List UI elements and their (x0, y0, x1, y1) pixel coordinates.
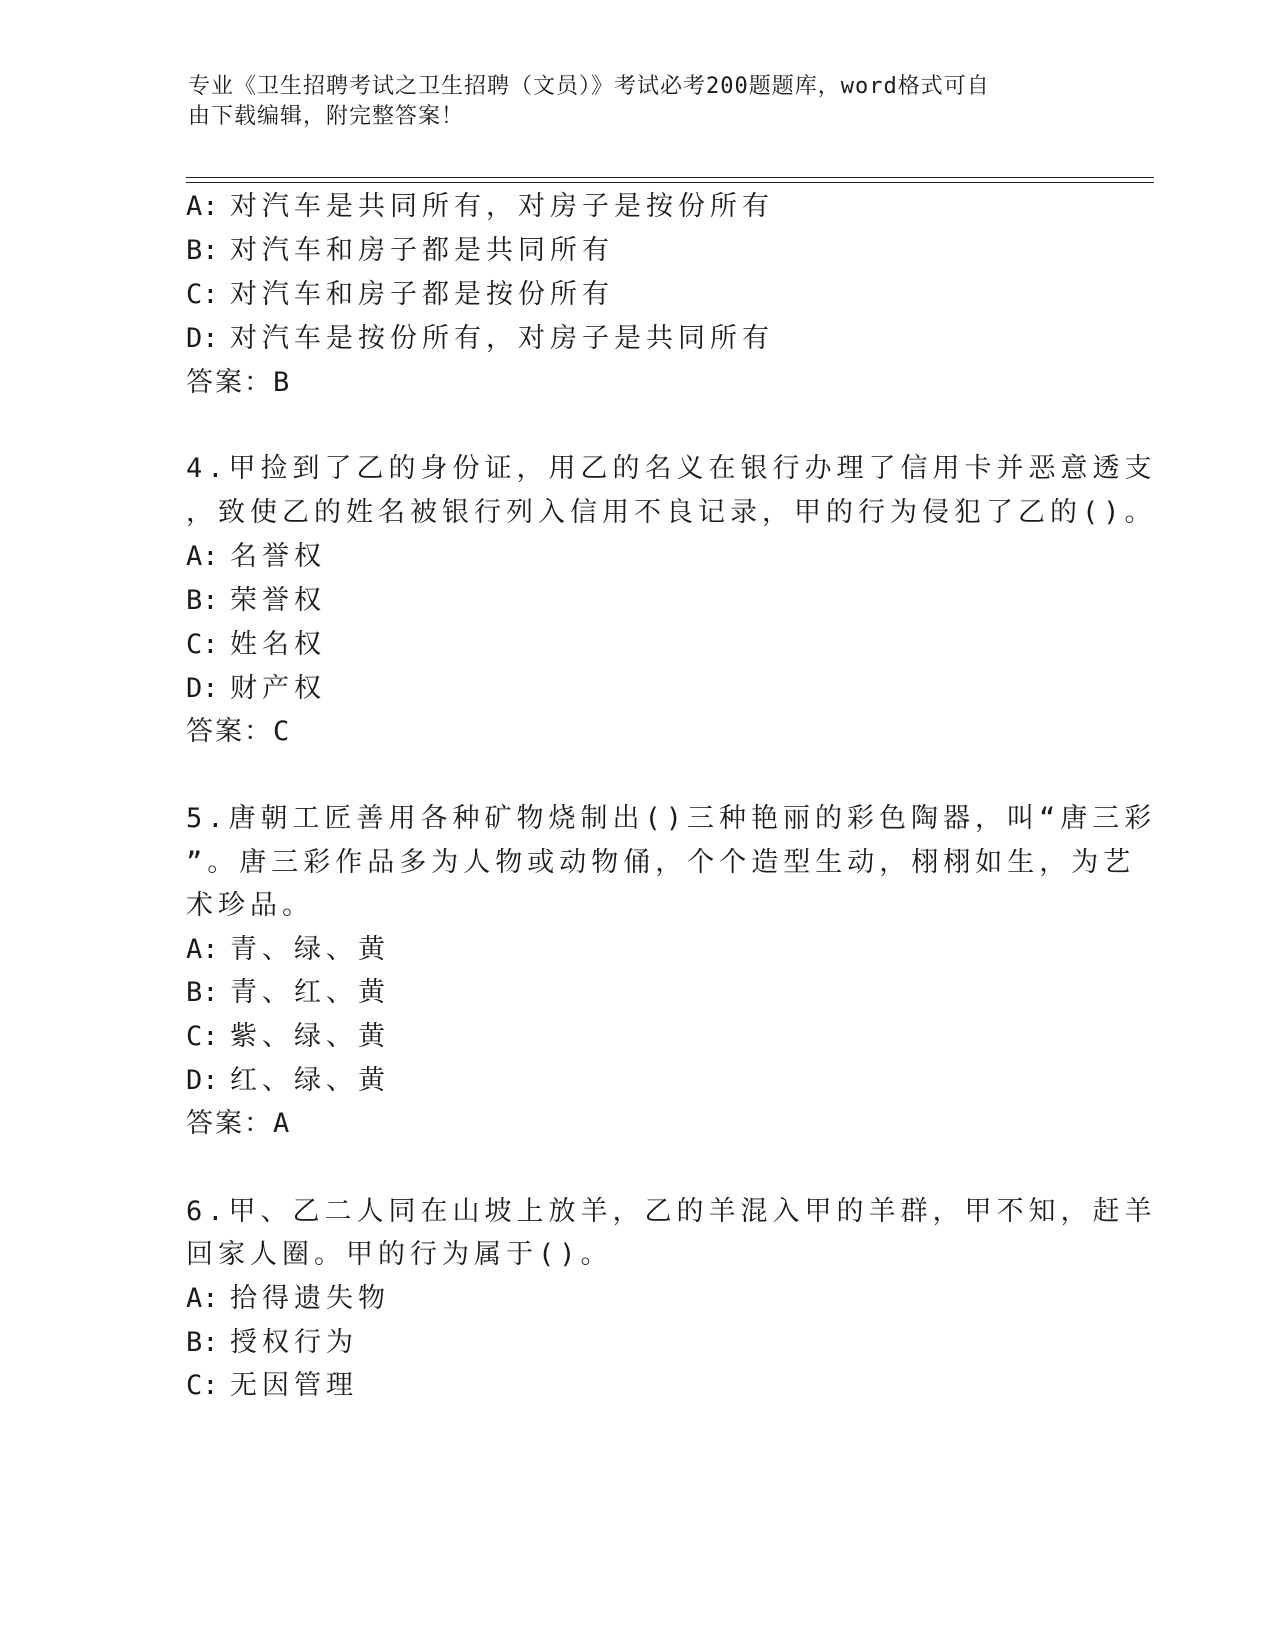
option-letter: B: (186, 235, 219, 266)
option-letter: A: (186, 1283, 219, 1314)
q6-text-line-1: 6.甲、乙二人同在山坡上放羊，乙的羊混入甲的羊群，甲不知，赶羊 (186, 1196, 1157, 1227)
option-text: 荣誉权 (230, 585, 326, 616)
header-rule-top (186, 177, 1154, 178)
q4-text-line-1: 4.甲捡到了乙的身份证，用乙的名义在银行办理了信用卡并恶意透支 (186, 453, 1157, 484)
option-letter: A: (186, 934, 219, 965)
q4-option-b (186, 584, 326, 618)
option-text: 姓名权 (230, 629, 326, 660)
option-letter: B: (186, 1327, 219, 1358)
option-text: 授权行为 (230, 1327, 358, 1358)
q4-answer: 答案：C (186, 716, 292, 747)
q4-option-a (186, 540, 326, 574)
q3-option-d (186, 322, 774, 356)
q5-text-line-3: 术珍品。 (186, 890, 314, 921)
option-letter: D: (186, 323, 219, 354)
option-text: 名誉权 (230, 541, 326, 572)
option-letter: A: (186, 191, 219, 222)
option-letter: D: (186, 673, 219, 704)
option-letter: C: (186, 279, 219, 310)
q5-option-b (186, 976, 390, 1010)
q6-option-c (186, 1369, 358, 1403)
q3-answer: 答案：B (186, 367, 292, 398)
q5-option-a (186, 933, 390, 967)
q3-option-a (186, 190, 774, 224)
option-text: 对汽车和房子都是共同所有 (230, 235, 614, 266)
q3-option-c (186, 278, 614, 312)
document-header (188, 72, 1068, 132)
option-text: 紫、绿、黄 (230, 1021, 390, 1052)
q5-text-line-2: ”。唐三彩作品多为人物或动物俑，个个造型生动，栩栩如生，为艺 (186, 847, 1136, 878)
option-text: 财产权 (230, 673, 326, 704)
option-letter: C: (186, 629, 219, 660)
option-text: 对汽车和房子都是按份所有 (230, 279, 614, 310)
option-letter: C: (186, 1021, 219, 1052)
q5-answer: 答案：A (186, 1108, 292, 1139)
option-text: 对汽车是按份所有，对房子是共同所有 (230, 323, 774, 354)
option-letter: B: (186, 977, 219, 1008)
option-text: 青、绿、黄 (230, 934, 390, 965)
option-letter: D: (186, 1065, 219, 1096)
q3-option-b (186, 234, 614, 268)
q5-option-d (186, 1064, 390, 1098)
option-text: 红、绿、黄 (230, 1065, 390, 1096)
option-letter: B: (186, 585, 219, 616)
option-text: 青、红、黄 (230, 977, 390, 1008)
q6-option-b (186, 1326, 358, 1360)
option-letter: A: (186, 541, 219, 572)
q6-text-line-2: 回家人圈。甲的行为属于()。 (186, 1239, 613, 1270)
q4-option-c (186, 628, 326, 662)
option-letter: C: (186, 1370, 219, 1401)
option-text: 对汽车是共同所有，对房子是按份所有 (230, 191, 774, 222)
option-text: 无因管理 (230, 1370, 358, 1401)
q4-option-d (186, 672, 326, 706)
header-rule-bottom (186, 182, 1154, 183)
q5-option-c (186, 1020, 390, 1054)
header-line-2: 由下载编辑，附完整答案！ (188, 104, 465, 129)
q6-option-a (186, 1282, 390, 1316)
header-line-1: 专业《卫生招聘考试之卫生招聘（文员）》考试必考200题题库，word格式可自 (188, 74, 990, 99)
option-text: 拾得遗失物 (230, 1283, 390, 1314)
q5-text-line-1: 5.唐朝工匠善用各种矿物烧制出()三种艳丽的彩色陶器，叫“唐三彩 (186, 803, 1157, 834)
q4-text-line-2: ，致使乙的姓名被银行列入信用不良记录，甲的行为侵犯了乙的()。 (186, 497, 1157, 528)
